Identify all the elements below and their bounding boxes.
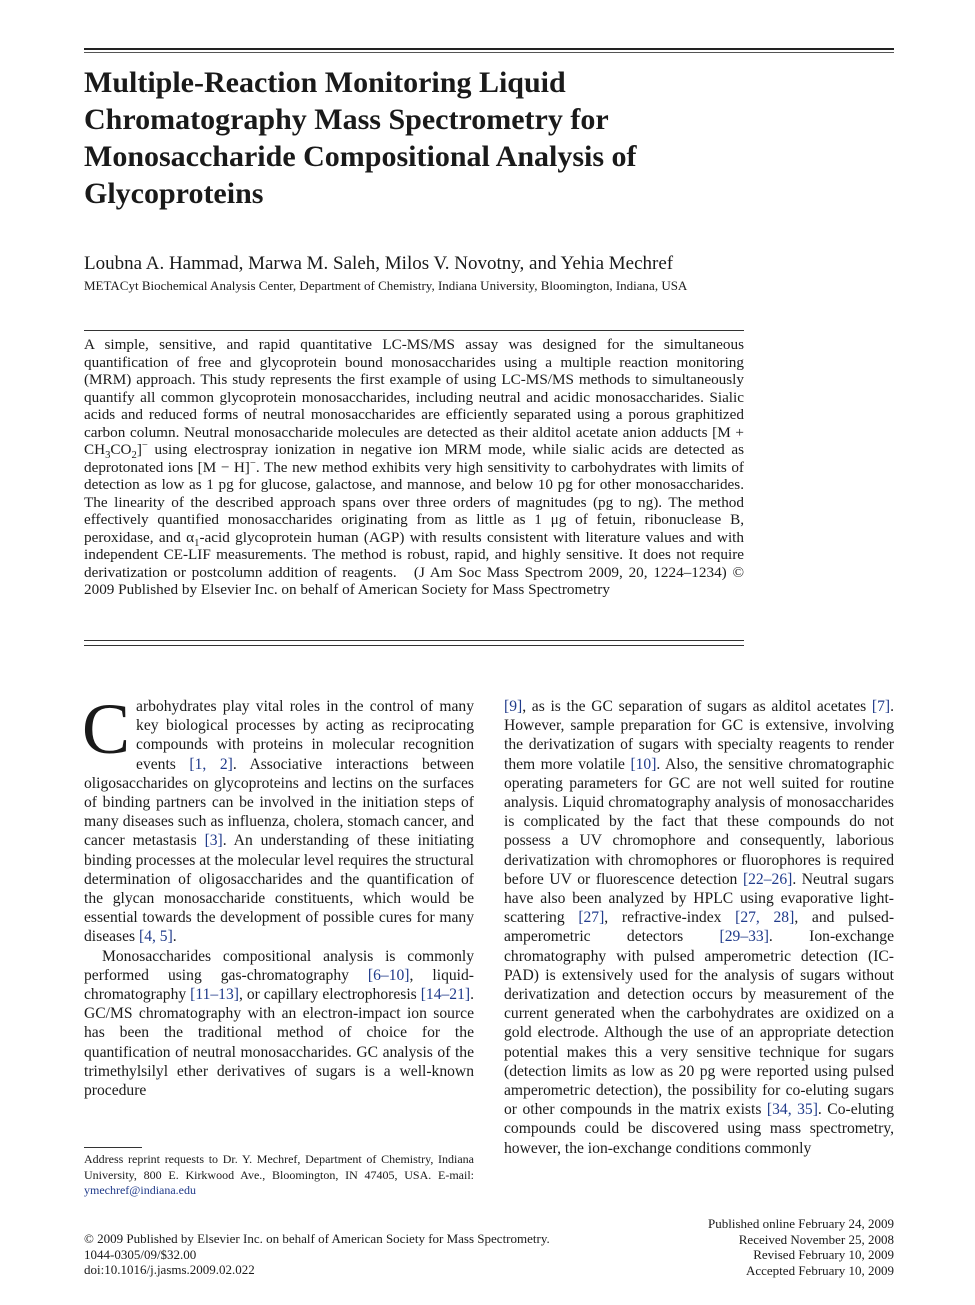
footer-dates <box>594 1216 894 1278</box>
header-rule-thick <box>84 48 894 50</box>
drop-cap: C <box>82 689 131 769</box>
header-rule-thin <box>84 52 894 53</box>
author-list: Loubna A. Hammad, Marwa M. Saleh, Milos V. Novotny, and Yehia Mechref <box>84 253 674 274</box>
ref-link[interactable]: [7] <box>871 698 891 715</box>
abstract-rule-bottom-2 <box>84 645 744 646</box>
ref-link[interactable]: [9] <box>504 698 523 715</box>
ref-link[interactable]: [34, 35] <box>766 1101 818 1119</box>
paper-title: Multiple-Reaction Monitoring Liquid Chromatography Mass Spectrometry for Monosaccharide Compositional Analysis of Glycoproteins <box>84 66 637 210</box>
footer-publisher-info <box>84 1231 644 1278</box>
received-date: Received November 25, 2008 <box>738 1231 894 1247</box>
ref-link[interactable]: [10] <box>630 755 657 773</box>
abstract: A simple, sensitive, and rapid quantitative LC-MS/MS assay was designed for the simultaneous quantification of free and glycoprotein bound monosaccharides using a multiple reaction monitoring (MRM) approach. This study represents the first example of using LC-MS/MS methods to simultaneously quantify all common glycoprotein monosaccharides, including neutral and acidic monosaccharides. Sialic acids and reduced forms of neutral monosaccharides are efficiently separated using a porous graphitized carbon column. Neutral monosaccharide molecules are detected as their alditol acetate anion adducts $[M + CH_3CO_2]^-$ using electrospray ionization in negative ion MRM mode, while sialic acids are detected as deprotonated ions [M − H]−. The new method exhibits very high sensitivity to carbohydrates with limits of detection as low as 1 pg for glucose, galactose, and mannose, and below 10 pg for other monosaccharides. The linearity of the described approach spans over three orders of magnitudes (pg to ng). The method effectively quantified monosaccharides originating from as little as 1 μg of fetuin, ribonuclease B, peroxidase, and $\alpha_1$-acid glycoprotein human (AGP) with results consistent with literature values and with independent CE-LIF measurements. The method is robust, rapid, and highly sensitive. It does not require derivatization or postcolumn addition of reagents. (J Am Soc Mass Spectrom 2009, 20, 1224–1234) © 2009 Published by Elsevier Inc. on behalf of American Society for Mass Spectrometry <box>84 336 745 598</box>
copyright-line: © 2009 Published by Elsevier Inc. on behalf of American Society for Mass Spectrometry. <box>84 1231 550 1246</box>
body-column-left <box>82 689 474 1100</box>
intro-paragraph-2: Monosaccharides compositional analysis is commonly performed using gas-chromatography [6–10], liquid-chromatography [11–13], or capillary electrophoresis [14–21]. GC/MS chromatography with an electron-impact ion source has been the traditional method of choice for the quantification of neutral monosaccharides. GC analysis of the trimethylsilyl ether derivatives of sugars is a well-known procedure <box>84 947 474 1100</box>
body-column-right <box>504 697 894 1158</box>
issn-line: 1044-0305/09/$32.00 <box>84 1246 197 1262</box>
ref-link[interactable]: [11–13] <box>190 986 239 1004</box>
abstract-rule-bottom-1 <box>84 640 744 641</box>
correspondence-footnote: Address reprint requests to Dr. Y. Mechref, Department of Chemistry, Indiana University, 800 E. Kirkwood Ave., Bloomington, IN 47405, USA. E-mail: ymechref@indiana.edu <box>84 1152 474 1197</box>
ref-link[interactable]: [27] <box>578 909 605 927</box>
footnote-rule <box>84 1147 142 1148</box>
ref-link[interactable]: [1, 2] <box>189 755 233 773</box>
accepted-date: Accepted February 10, 2009 <box>745 1262 894 1278</box>
intro-paragraph-continued: [9], as is the GC separation of sugars as alditol acetates [7]. However, sample preparation for GC is extensive, involving the derivatization of sugars with specialty reagents to render them more volatile [10]. Also, the sensitive chromatographic operating parameters for GC are not well suited for routine analysis. Liquid chromatography analysis of monosaccharides is complicated by the fact that these compounds do not possess a UV chromophore and consequently, laborious derivatization with chromophores or fluorophores is required before UV or fluorescence detection [22–26]. Neutral sugars have also been analyzed by HPLC using evaporative light-scattering [27], refractive-index [27, 28], and pulsed-amperometric detectors [29–33]. Ion-exchange chromatography with pulsed amperometric detection (IC-PAD) is extensively used for the analysis of sugars without derivatization and detection occurs by measurement of the current generated when the carbohydrates are oxidized on a gold electrode. Although the use of an appropriate detection potential makes this a very sensitive technique for sugars (detection limits as low as 20 pg were reported using pulsed amperometric detection), the possibility for co-eluting sugars or other compounds in the matrix exists [34, 35]. Co-eluting compounds could be discovered using mass spectrometry, however, the ion-exchange conditions commonly <box>504 698 895 1157</box>
ref-link[interactable]: [27, 28] <box>735 909 795 927</box>
ref-link[interactable]: [4, 5] <box>139 928 173 946</box>
ref-link[interactable]: [14–21] <box>420 986 471 1004</box>
intro-paragraph-1: Carbohydrates play vital roles in the control of many key biological processes by acting as reciprocating compounds with proteins in molecular recognition events [1, 2]. Associative interactions between oligosaccharides on glycoproteins and lectins on the surfaces of binding partners can be involved in the initiation steps of many diseases such as influenza, cholera, stomach cancer, and cancer metastasis [3]. An understanding of these initiating binding processes at the molecular level requires the structural determination of oligosaccharides and the quantification of the glycan monosaccharide constituents, which would be essential towards the development of possible cures for many diseases [4, 5]. <box>82 689 474 946</box>
ref-link[interactable]: [6–10] <box>367 966 410 984</box>
ref-link[interactable]: [29–33] <box>719 928 769 946</box>
affiliation: METACyt Biochemical Analysis Center, Department of Chemistry, Indiana University, Bloomington, Indiana, USA <box>84 278 688 293</box>
doi-line: doi:10.1016/j.jasms.2009.02.022 <box>84 1262 255 1277</box>
journal-citation: (J Am Soc Mass Spectrom 2009, 20, 1224–1234) © 2009 Published by Elsevier Inc. on behalf of American Society for Mass Spectrometry <box>84 563 745 598</box>
revised-date: Revised February 10, 2009 <box>753 1247 894 1262</box>
email-link[interactable]: ymechref@indiana.edu <box>84 1183 197 1197</box>
ref-link[interactable]: [22–26] <box>742 870 793 888</box>
published-online-date: Published online February 24, 2009 <box>708 1216 894 1231</box>
abstract-rule-top <box>84 330 744 331</box>
ref-link[interactable]: [3] <box>204 832 223 850</box>
